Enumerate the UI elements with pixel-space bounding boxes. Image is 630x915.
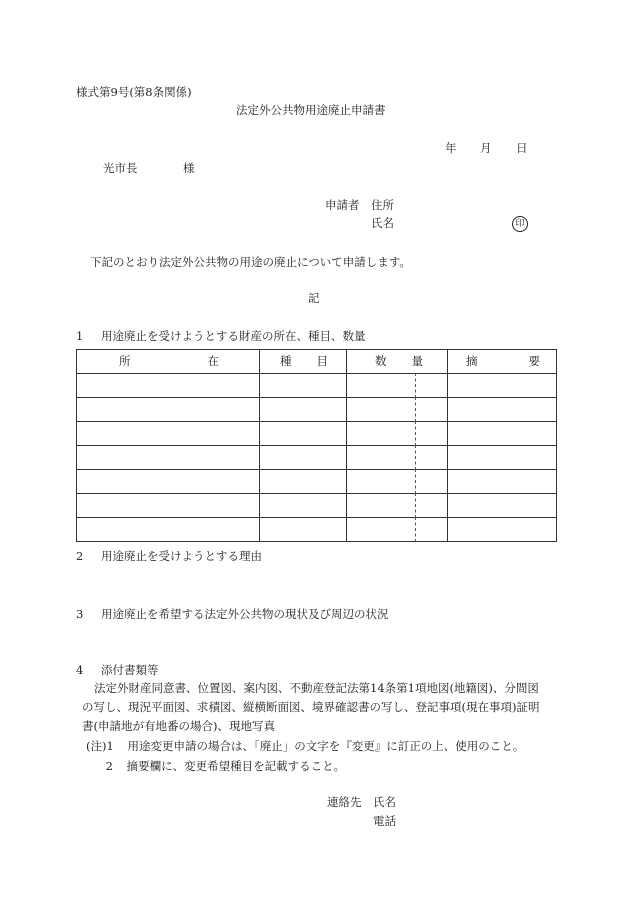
date-day-label: 日 bbox=[516, 141, 528, 155]
section-title: 用途廃止を希望する法定外公共物の現状及び周辺の状況 bbox=[100, 607, 389, 621]
contact-phone-label: 電話 bbox=[373, 814, 396, 828]
cell-location[interactable] bbox=[77, 446, 260, 470]
seal-mark bbox=[512, 216, 528, 232]
cell-location[interactable] bbox=[77, 374, 260, 398]
quantity-split-line bbox=[347, 422, 447, 445]
quantity-split-line bbox=[347, 374, 447, 397]
cell-remarks[interactable] bbox=[448, 446, 557, 470]
header-remarks: 摘 要 bbox=[448, 350, 557, 374]
cell-remarks[interactable] bbox=[448, 470, 557, 494]
cell-quantity[interactable] bbox=[347, 422, 448, 446]
header-type: 種 目 bbox=[260, 350, 347, 374]
cell-location[interactable] bbox=[77, 518, 260, 542]
cell-quantity[interactable] bbox=[347, 398, 448, 422]
note-1-text: 用途変更申請の場合は、「廃止」の文字を『変更』に訂正の上、使用のこと。 bbox=[127, 739, 525, 753]
cell-type[interactable] bbox=[260, 398, 347, 422]
cell-type[interactable] bbox=[260, 470, 347, 494]
table-row bbox=[77, 374, 557, 398]
cell-remarks[interactable] bbox=[448, 494, 557, 518]
section-title: 用途廃止を受けようとする理由 bbox=[100, 549, 262, 563]
attachments-line-1: 法定外財産同意書、位置図、案内図、不動産登記法第14条第1項地図(地籍図)、分間図 bbox=[94, 681, 539, 695]
contact-label: 連絡先 bbox=[327, 795, 362, 809]
note-2-text: 摘要欄に、変更希望種目を記載すること。 bbox=[126, 759, 346, 773]
cell-type[interactable] bbox=[260, 518, 347, 542]
cell-quantity[interactable] bbox=[347, 374, 448, 398]
contact-name-label: 氏名 bbox=[373, 795, 396, 809]
note-2-number: 2 bbox=[105, 759, 113, 773]
date-month-label: 月 bbox=[480, 141, 492, 155]
cell-type[interactable] bbox=[260, 374, 347, 398]
attachments-line-2: の写し、現況平面図、求積図、縦横断面図、境界確認書の写し、登記事項(現在事項)証明 bbox=[82, 700, 540, 714]
section-number: 4 bbox=[76, 663, 84, 677]
table-row bbox=[77, 398, 557, 422]
table-row bbox=[77, 422, 557, 446]
note-prefix: (注)1 bbox=[86, 739, 114, 753]
applicant-address-label: 住所 bbox=[371, 198, 394, 212]
cell-quantity[interactable] bbox=[347, 446, 448, 470]
section-1-heading bbox=[76, 330, 365, 344]
addressee-honorific: 様 bbox=[183, 161, 195, 175]
seal-icon: 印 bbox=[512, 216, 528, 232]
cell-location[interactable] bbox=[77, 494, 260, 518]
date-year-label: 年 bbox=[445, 141, 457, 155]
section-3-heading bbox=[76, 608, 388, 622]
cell-quantity[interactable] bbox=[347, 494, 448, 518]
table-row bbox=[77, 494, 557, 518]
header-quantity: 数 量 bbox=[347, 350, 448, 374]
table-header-row bbox=[77, 350, 557, 374]
cell-location[interactable] bbox=[77, 398, 260, 422]
form-title: 法定外公共物用途廃止申請書 bbox=[236, 103, 386, 117]
cell-remarks[interactable] bbox=[448, 398, 557, 422]
cell-location[interactable] bbox=[77, 422, 260, 446]
addressee-name: 光市長 bbox=[103, 161, 138, 175]
section-title: 用途廃止を受けようとする財産の所在、種目、数量 bbox=[100, 329, 366, 343]
cell-remarks[interactable] bbox=[448, 422, 557, 446]
section-4-heading bbox=[76, 664, 158, 678]
form-number: 様式第9号(第8条関係) bbox=[76, 85, 192, 99]
section-title: 添付書類等 bbox=[100, 663, 159, 677]
cell-remarks[interactable] bbox=[448, 374, 557, 398]
note-1 bbox=[86, 740, 524, 754]
table-row bbox=[77, 518, 557, 542]
quantity-split-line bbox=[347, 470, 447, 493]
quantity-split-line bbox=[347, 446, 447, 469]
property-table bbox=[76, 349, 557, 542]
quantity-split-line bbox=[347, 494, 447, 517]
cell-remarks[interactable] bbox=[448, 518, 557, 542]
applicant-label: 申請者 bbox=[325, 198, 360, 212]
note-2 bbox=[86, 760, 345, 774]
cell-type[interactable] bbox=[260, 422, 347, 446]
header-location: 所 在 bbox=[77, 350, 260, 374]
section-number: 1 bbox=[76, 329, 84, 343]
ki-heading: 記 bbox=[308, 291, 320, 305]
section-number: 2 bbox=[76, 549, 84, 563]
intro-text: 下記のとおり法定外公共物の用途の廃止について申請します。 bbox=[90, 255, 411, 269]
cell-location[interactable] bbox=[77, 470, 260, 494]
cell-quantity[interactable] bbox=[347, 518, 448, 542]
quantity-split-line bbox=[347, 518, 447, 541]
cell-type[interactable] bbox=[260, 494, 347, 518]
cell-quantity[interactable] bbox=[347, 470, 448, 494]
applicant-name-label: 氏名 bbox=[371, 216, 394, 230]
section-2-heading bbox=[76, 550, 262, 564]
table-row bbox=[77, 470, 557, 494]
section-number: 3 bbox=[76, 607, 84, 621]
cell-type[interactable] bbox=[260, 446, 347, 470]
quantity-split-line bbox=[347, 398, 447, 421]
table-row bbox=[77, 446, 557, 470]
attachments-line-3: 書(申請地が有地番の場合)、現地写真 bbox=[82, 719, 275, 733]
